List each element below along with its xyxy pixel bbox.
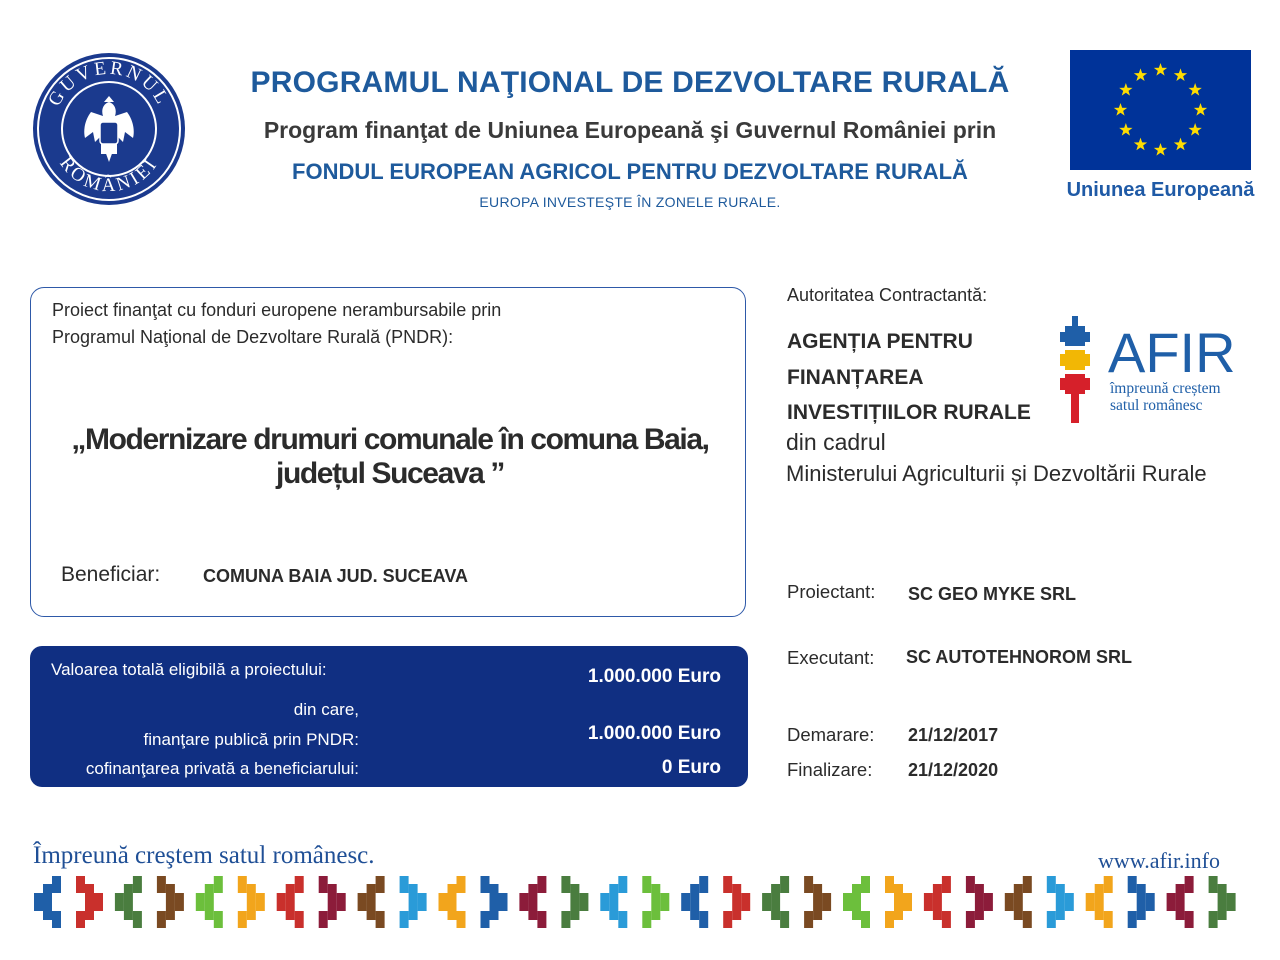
public-funding-label: finanţare publică prin PNDR: [143,730,359,749]
project-intro-line1: Proiect finanţat cu fonduri europene nerambursabile prin [52,300,502,320]
pattern-motif [277,876,346,928]
beneficiary-label: Beneficiar: [61,563,161,586]
pattern-motif [519,876,588,928]
din-care-label: din care, [293,700,359,719]
contractor-value: SC AUTOTEHNOROM SRL [906,647,1133,667]
pattern-motif [600,876,669,928]
svg-text:GUVERNUL: GUVERNUL [44,57,174,110]
private-funding-label: cofinanţarea privată a beneficiarului: [85,759,359,778]
pattern-motif [439,876,508,928]
svg-text:ROMÂNIEI: ROMÂNIEI [55,153,163,197]
pattern-motif [115,876,184,928]
contracting-authority-label: Autoritatea Contractantă: [787,285,988,305]
pattern-motif [924,876,993,928]
program-subtitle: Program finanţat de Uniunea Europeană şi Guvernul României prin [263,117,997,143]
program-title: PROGRAMUL NAŢIONAL DE DEZVOLTARE RURALĂ [250,66,1010,99]
pattern-motif [358,876,427,928]
project-title: „Modernizare drumuri comunale în comuna Baia, județul Suceava ” [71,423,709,490]
public-funding-value: 1.000.000 Euro [587,723,721,744]
start-date-label: Demarare: [787,724,875,745]
afir-logo-icon [1058,312,1248,427]
program-motto: EUROPA INVESTEŞTE ÎN ZONELE RURALE. [479,194,781,210]
contractor-label: Executant: [787,647,875,668]
designer-label: Proiectant: [787,581,876,602]
designer-value: SC GEO MYKE SRL [908,584,1077,604]
pattern-motif [843,876,912,928]
fund-name: FONDUL EUROPEAN AGRICOL PENTRU DEZVOLTARE RURALĂ [292,159,968,184]
project-intro-line2: Programul Naţional de Dezvoltare Rurală (PNDR): [52,327,454,347]
pattern-motif [1005,876,1074,928]
eu-flag-icon [1070,50,1251,170]
agency-name [787,324,1031,431]
pattern-motif [34,876,103,928]
footer-slogan: Împreună creştem satul românesc. [33,842,375,869]
beneficiary-value: COMUNA BAIA JUD. SUCEAVA [203,566,469,586]
svg-text:satul românesc: satul românesc [1110,397,1203,414]
end-date-label: Finalizare: [787,759,873,780]
svg-text:AFIR: AFIR [1108,321,1236,384]
folk-pattern-icon [34,876,1248,928]
private-funding-value: 0 Euro [661,757,721,778]
agency-line3: INVESTIȚIILOR RURALE [787,401,1031,424]
ministry-name: Ministerului Agriculturii și Dezvoltării Rurale [786,461,1207,486]
government-seal-icon [32,52,186,206]
svg-text:împreună creștem: împreună creștem [1110,380,1221,397]
pattern-motif [681,876,750,928]
end-date-value: 21/12/2020 [908,760,999,780]
pattern-motif [1167,876,1236,928]
total-value-label: Valoarea totală eligibilă a proiectului: [51,660,327,679]
pattern-motif [196,876,265,928]
din-cadrul-label: din cadrul [786,429,886,455]
pattern-motif [1086,876,1155,928]
total-value: 1.000.000 Euro [587,666,721,687]
eu-label: Uniunea Europeană [1066,179,1255,201]
agency-line1: AGENȚIA PENTRU [787,330,973,353]
start-date-value: 21/12/2017 [908,725,999,745]
footer-url: www.afir.info [1098,848,1220,873]
pattern-motif [762,876,831,928]
agency-line2: FINANȚAREA [787,365,924,389]
project-intro [52,297,712,351]
